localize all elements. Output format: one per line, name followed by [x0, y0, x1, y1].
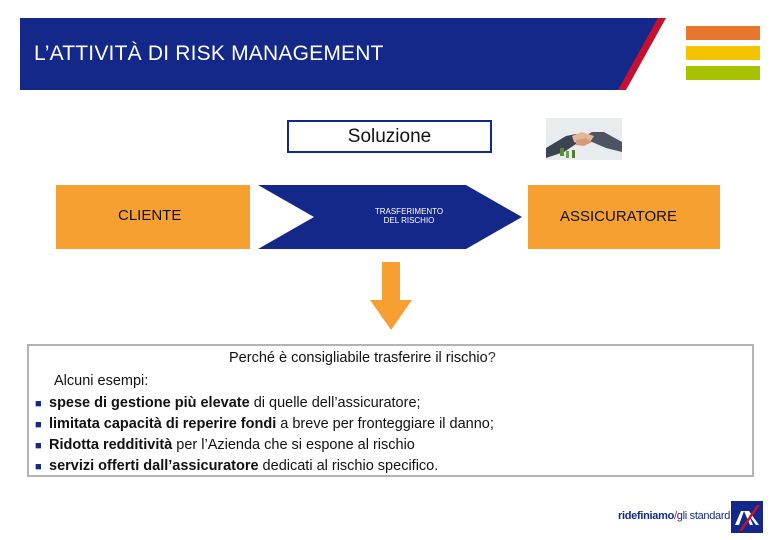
- stripe-green: [686, 66, 760, 80]
- bullet-icon: ■: [35, 419, 42, 431]
- list-item: [35, 393, 494, 414]
- question-mark: ?: [487, 350, 496, 366]
- transfer-label-line1: TRASFERIMENTO: [374, 207, 444, 216]
- solution-label-box: [287, 120, 492, 153]
- slogan-bold: ridefiniamo: [618, 510, 674, 522]
- list-item: [35, 435, 494, 456]
- axa-logo: [731, 501, 763, 533]
- item-text: di quelle dell’assicuratore;: [249, 395, 421, 411]
- info-box: [27, 344, 754, 477]
- slogan-slash: /: [674, 510, 677, 522]
- slogan-rest: gli standard: [676, 510, 731, 522]
- footer-branding: [600, 500, 770, 536]
- bullet-icon: ■: [35, 440, 42, 452]
- item-bold-text: servizi offerti dall’assicuratore: [49, 458, 259, 474]
- stripe-yellow: [686, 46, 760, 60]
- item-bold-text: spese di gestione più elevate: [49, 395, 250, 411]
- item-bold-text: limitata capacità di reperire fondi: [49, 416, 277, 432]
- item-text: a breve per fronteggiare il danno;: [276, 416, 494, 432]
- question-main: Perché è consigliabile trasferire il rischio: [229, 350, 488, 366]
- transfer-label-line2: DEL RISCHIO: [383, 216, 435, 225]
- page-title: L’ATTIVITÀ DI RISK MANAGEMENT: [34, 42, 384, 65]
- footer-slogan: [618, 510, 730, 522]
- list-item: [35, 456, 494, 477]
- risk-transfer-diagram: [56, 185, 720, 254]
- stripe-orange: [686, 26, 760, 40]
- item-text: per l’Azienda che si espone al rischio: [172, 437, 415, 453]
- header-banner: [20, 18, 760, 90]
- solution-label: Soluzione: [347, 126, 432, 147]
- transfer-label: [374, 207, 444, 225]
- insurer-label: ASSICURATORE: [560, 208, 677, 225]
- question-text: [229, 350, 496, 366]
- handshake-icon: [546, 118, 622, 160]
- examples-intro: Alcuni esempi:: [54, 373, 149, 389]
- item-bold-text: Ridotta redditività: [49, 437, 173, 453]
- bullet-icon: ■: [35, 461, 42, 473]
- client-label: CLIENTE: [118, 207, 182, 224]
- examples-list: [35, 393, 494, 477]
- list-item: [35, 414, 494, 435]
- down-arrow-icon: [370, 262, 412, 332]
- item-text: dedicati al rischio specifico.: [258, 458, 439, 474]
- bullet-icon: ■: [35, 398, 42, 410]
